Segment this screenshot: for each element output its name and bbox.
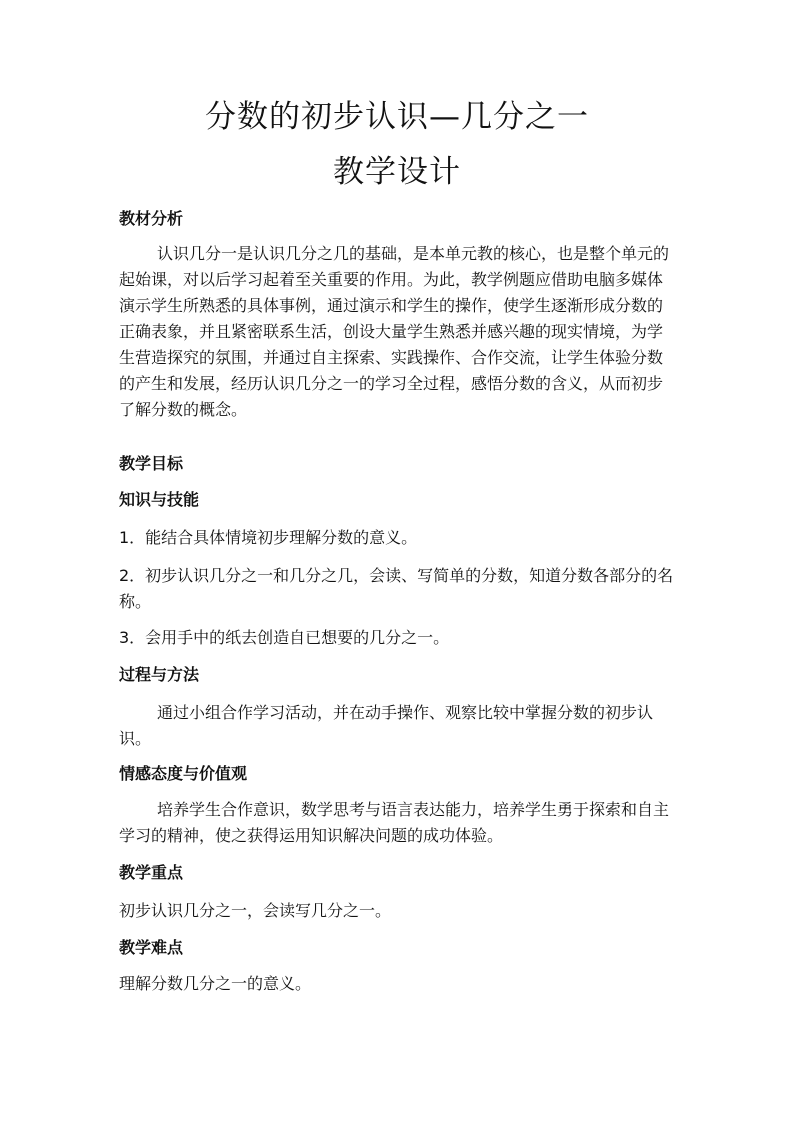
document-title: 分数的初步认识—几分之一 xyxy=(205,99,589,135)
emotion-values-text: 培养学生合作意识，数学思考与语言表达能力，培养学生勇于探索和自主学习的精神，使之获得运用知识解决问题的成功体验。 xyxy=(119,800,670,845)
heading-teaching-goals: 教学目标 xyxy=(119,454,184,473)
heading-knowledge-skills: 知识与技能 xyxy=(119,490,200,509)
knowledge-item-3: 3．会用手中的纸去创造自已想要的几分之一。 xyxy=(119,628,450,647)
material-analysis-text: 认识几分一是认识几分之几的基础，是本单元教的核心，也是整个单元的起始课，对以后学习起着至关重要的作用。为此，教学例题应借助电脑多媒体演示学生所熟悉的具体事例，通过演示和学生的操作，使学生逐渐形成分数的正确表象，并且紧密联系生活，创设大量学生熟悉并感兴趣的现实情境，为学生营造探究的氛围，并通过自主探索、实践操作、合作交流，让学生体验分数的产生和发展，经历认识几分之一的学习全过程，感悟分数的含义，从而初步了解分数的概念。 xyxy=(119,244,670,419)
heading-difficulties: 教学难点 xyxy=(119,938,184,957)
heading-key-points: 教学重点 xyxy=(119,863,184,882)
difficulties-text: 理解分数几分之一的意义。 xyxy=(119,974,312,993)
heading-emotion-values: 情感态度与价值观 xyxy=(119,764,248,783)
knowledge-item-2: 2．初步认识几分之一和几分之几，会读、写简单的分数，知道分数各部分的名称。 xyxy=(119,566,674,611)
document-subtitle: 教学设计 xyxy=(333,154,461,190)
heading-process-methods: 过程与方法 xyxy=(119,665,200,684)
heading-material-analysis: 教材分析 xyxy=(119,209,184,228)
knowledge-item-1: 1．能结合具体情境初步理解分数的意义。 xyxy=(119,528,418,547)
key-points-text: 初步认识几分之一，会读写几分之一。 xyxy=(119,901,392,920)
process-methods-text: 通过小组合作学习活动，并在动手操作、观察比较中掌握分数的初步认识。 xyxy=(119,703,654,748)
